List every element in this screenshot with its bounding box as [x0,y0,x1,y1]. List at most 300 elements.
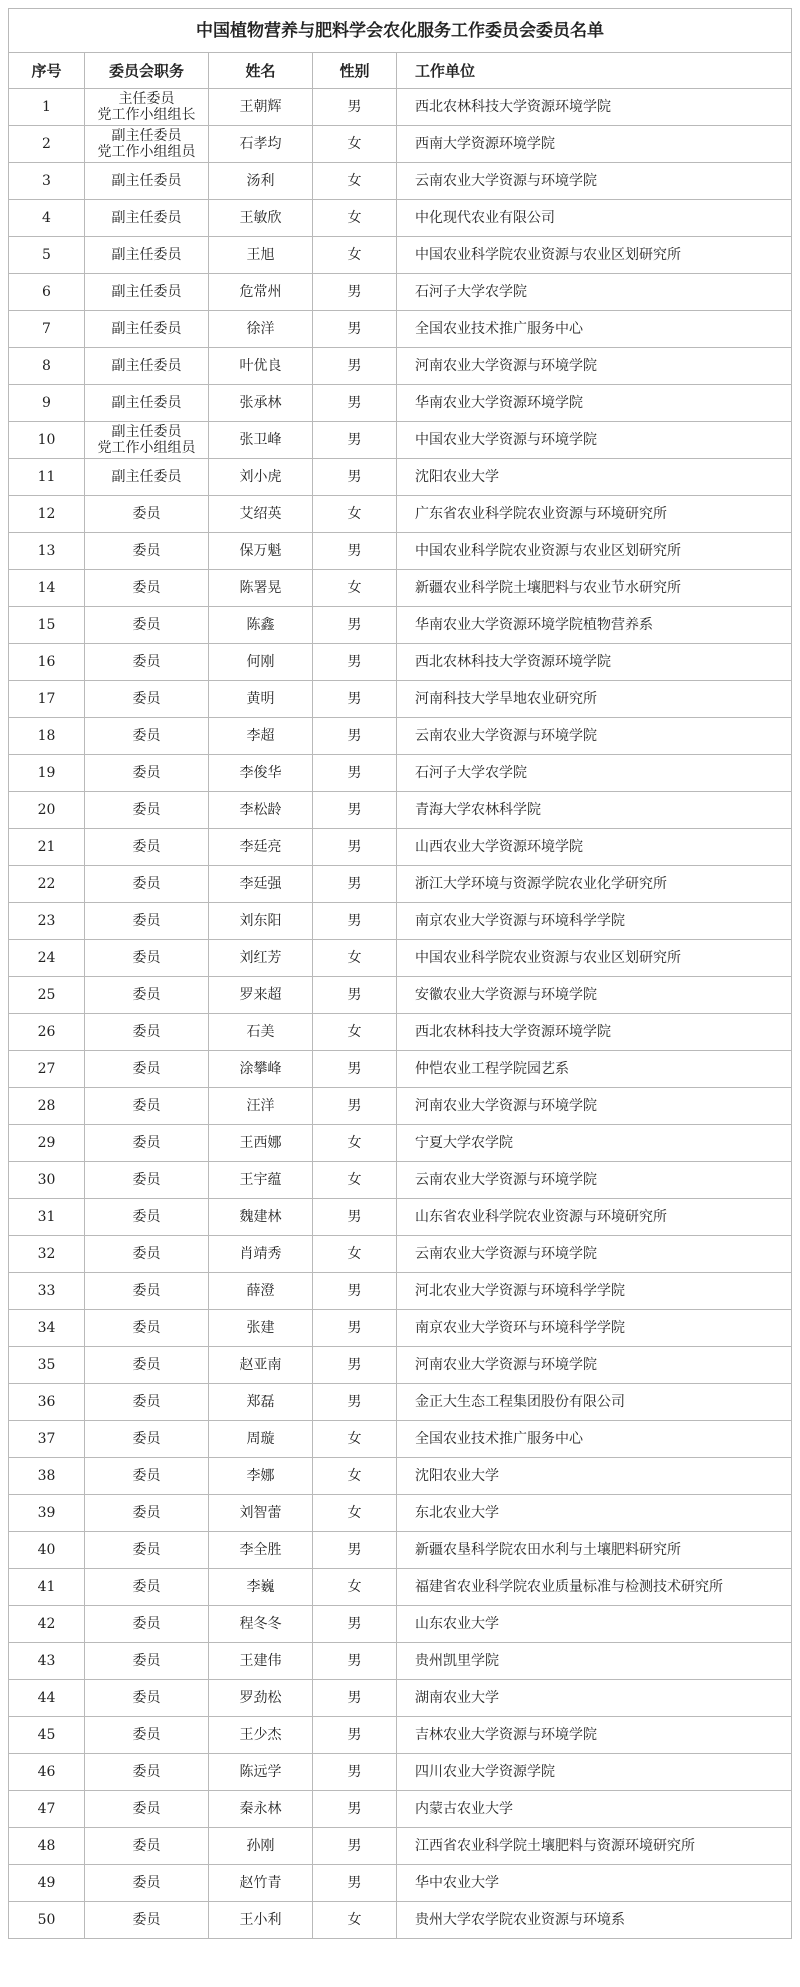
role-line: 委员 [132,1838,161,1854]
table-row [9,348,792,385]
table-row [9,829,792,866]
cell-gender: 女 [313,1125,397,1162]
cell-no: 37 [9,1421,85,1458]
cell-name: 薛澄 [209,1273,313,1310]
cell-no: 49 [9,1865,85,1902]
table-row [9,459,792,496]
cell-no: 42 [9,1606,85,1643]
header-role: 委员会职务 [85,53,209,89]
cell-unit: 华中农业大学 [397,1865,792,1902]
cell-unit: 仲恺农业工程学院园艺系 [397,1051,792,1088]
role-line: 委员 [132,1283,161,1299]
cell-role [85,126,209,163]
table-row [9,1828,792,1865]
role-line: 副主任委员 [111,128,182,144]
cell-gender: 男 [313,718,397,755]
table-row [9,1236,792,1273]
role-line: 委员 [132,1098,161,1114]
cell-no: 1 [9,89,85,126]
cell-name: 李廷强 [209,866,313,903]
cell-unit: 贵州大学农学院农业资源与环境系 [397,1902,792,1939]
cell-gender: 男 [313,866,397,903]
cell-role [85,1162,209,1199]
cell-name: 周璇 [209,1421,313,1458]
cell-gender: 男 [313,1865,397,1902]
cell-name: 刘小虎 [209,459,313,496]
table-row [9,533,792,570]
table-row [9,1606,792,1643]
cell-gender: 男 [313,829,397,866]
cell-gender: 男 [313,1310,397,1347]
cell-gender: 男 [313,977,397,1014]
table-row [9,1865,792,1902]
table-row [9,1125,792,1162]
cell-unit: 华南农业大学资源环境学院植物营养系 [397,607,792,644]
cell-unit: 云南农业大学资源与环境学院 [397,1236,792,1273]
cell-unit: 中化现代农业有限公司 [397,200,792,237]
cell-gender: 男 [313,1717,397,1754]
role-line: 副主任委员 [111,173,182,189]
cell-no: 39 [9,1495,85,1532]
cell-name: 程冬冬 [209,1606,313,1643]
cell-unit: 中国农业科学院农业资源与农业区划研究所 [397,940,792,977]
cell-name: 李巍 [209,1569,313,1606]
cell-no: 3 [9,163,85,200]
cell-role [85,1014,209,1051]
cell-role [85,1680,209,1717]
cell-no: 28 [9,1088,85,1125]
table-row [9,1051,792,1088]
cell-role [85,681,209,718]
cell-gender: 女 [313,163,397,200]
cell-no: 41 [9,1569,85,1606]
table-row [9,1014,792,1051]
cell-unit: 中国农业科学院农业资源与农业区划研究所 [397,533,792,570]
role-line: 委员 [132,1875,161,1891]
table-title: 中国植物营养与肥料学会农化服务工作委员会委员名单 [9,9,792,53]
cell-unit: 河南农业大学资源与环境学院 [397,1088,792,1125]
cell-gender: 男 [313,311,397,348]
cell-gender: 男 [313,903,397,940]
cell-role [85,1495,209,1532]
cell-gender: 男 [313,755,397,792]
cell-gender: 男 [313,1199,397,1236]
cell-role [85,1569,209,1606]
cell-unit: 安徽农业大学资源与环境学院 [397,977,792,1014]
cell-no: 45 [9,1717,85,1754]
table-row [9,1495,792,1532]
cell-unit: 吉林农业大学资源与环境学院 [397,1717,792,1754]
table-row [9,1162,792,1199]
role-line: 党工作小组组员 [97,440,196,456]
cell-gender: 男 [313,533,397,570]
role-line: 副主任委员 [111,395,182,411]
cell-role [85,496,209,533]
cell-unit: 西南大学资源环境学院 [397,126,792,163]
cell-gender: 男 [313,607,397,644]
cell-gender: 女 [313,1014,397,1051]
table-row [9,718,792,755]
cell-role [85,1902,209,1939]
cell-no: 26 [9,1014,85,1051]
cell-role [85,1754,209,1791]
cell-unit: 金正大生态工程集团股份有限公司 [397,1384,792,1421]
cell-no: 14 [9,570,85,607]
cell-gender: 女 [313,126,397,163]
role-line: 委员 [132,1801,161,1817]
cell-unit: 云南农业大学资源与环境学院 [397,1162,792,1199]
cell-role [85,829,209,866]
cell-no: 8 [9,348,85,385]
cell-gender: 男 [313,792,397,829]
cell-name: 王少杰 [209,1717,313,1754]
cell-gender: 女 [313,1569,397,1606]
cell-unit: 河南农业大学资源与环境学院 [397,1347,792,1384]
cell-role [85,385,209,422]
cell-unit: 湖南农业大学 [397,1680,792,1717]
role-line: 委员 [132,1653,161,1669]
cell-gender: 男 [313,1384,397,1421]
cell-unit: 山西农业大学资源环境学院 [397,829,792,866]
cell-role [85,1384,209,1421]
cell-unit: 山东农业大学 [397,1606,792,1643]
member-table [8,8,792,1939]
role-line: 党工作小组组员 [97,144,196,160]
cell-no: 10 [9,422,85,459]
cell-role [85,348,209,385]
table-row [9,1310,792,1347]
table-row [9,570,792,607]
cell-name: 徐洋 [209,311,313,348]
role-line: 委员 [132,1542,161,1558]
cell-no: 25 [9,977,85,1014]
table-row [9,1902,792,1939]
cell-name: 王旭 [209,237,313,274]
table-body [9,89,792,1939]
role-line: 委员 [132,1061,161,1077]
cell-no: 47 [9,1791,85,1828]
cell-name: 王小利 [209,1902,313,1939]
cell-name: 孙刚 [209,1828,313,1865]
cell-role [85,163,209,200]
header-row [9,53,792,89]
role-line: 委员 [132,1727,161,1743]
cell-unit: 南京农业大学资环与环境科学学院 [397,1310,792,1347]
table-row [9,607,792,644]
cell-no: 27 [9,1051,85,1088]
role-line: 委员 [132,802,161,818]
cell-unit: 青海大学农林科学院 [397,792,792,829]
cell-role [85,1273,209,1310]
cell-role [85,792,209,829]
cell-no: 48 [9,1828,85,1865]
cell-role [85,977,209,1014]
cell-no: 2 [9,126,85,163]
cell-name: 肖靖秀 [209,1236,313,1273]
cell-name: 黄明 [209,681,313,718]
cell-no: 15 [9,607,85,644]
cell-unit: 西北农林科技大学资源环境学院 [397,644,792,681]
table-row [9,1199,792,1236]
cell-name: 叶优良 [209,348,313,385]
role-line: 委员 [132,913,161,929]
cell-no: 21 [9,829,85,866]
table-row [9,1532,792,1569]
cell-name: 艾绍英 [209,496,313,533]
cell-no: 40 [9,1532,85,1569]
cell-no: 43 [9,1643,85,1680]
cell-gender: 男 [313,1273,397,1310]
cell-no: 50 [9,1902,85,1939]
cell-gender: 男 [313,422,397,459]
cell-name: 李廷亮 [209,829,313,866]
role-line: 委员 [132,654,161,670]
cell-gender: 女 [313,1902,397,1939]
role-line: 副主任委员 [111,358,182,374]
cell-role [85,311,209,348]
cell-name: 王宇蕴 [209,1162,313,1199]
cell-no: 9 [9,385,85,422]
cell-name: 汤利 [209,163,313,200]
cell-role [85,1532,209,1569]
role-line: 副主任委员 [111,247,182,263]
cell-name: 张卫峰 [209,422,313,459]
role-line: 委员 [132,1135,161,1151]
role-line: 委员 [132,1246,161,1262]
cell-unit: 中国农业科学院农业资源与农业区划研究所 [397,237,792,274]
cell-name: 危常州 [209,274,313,311]
cell-name: 石美 [209,1014,313,1051]
table-row [9,237,792,274]
cell-name: 罗劲松 [209,1680,313,1717]
cell-unit: 内蒙古农业大学 [397,1791,792,1828]
cell-role [85,644,209,681]
role-line: 委员 [132,1912,161,1928]
cell-no: 35 [9,1347,85,1384]
cell-no: 17 [9,681,85,718]
table-row [9,1791,792,1828]
cell-unit: 新疆农业科学院土壤肥料与农业节水研究所 [397,570,792,607]
cell-name: 刘智蕾 [209,1495,313,1532]
cell-gender: 女 [313,570,397,607]
cell-unit: 河南农业大学资源与环境学院 [397,348,792,385]
role-line: 委员 [132,1431,161,1447]
cell-role [85,866,209,903]
cell-no: 34 [9,1310,85,1347]
cell-no: 11 [9,459,85,496]
cell-no: 30 [9,1162,85,1199]
table-row [9,644,792,681]
cell-gender: 女 [313,200,397,237]
role-line: 党工作小组组长 [97,107,196,123]
cell-unit: 浙江大学环境与资源学院农业化学研究所 [397,866,792,903]
cell-name: 李超 [209,718,313,755]
cell-no: 36 [9,1384,85,1421]
cell-name: 赵竹青 [209,1865,313,1902]
role-line: 委员 [132,1320,161,1336]
table-row [9,274,792,311]
role-line: 主任委员 [118,91,175,107]
cell-name: 秦永林 [209,1791,313,1828]
header-gender: 性别 [313,53,397,89]
cell-unit: 石河子大学农学院 [397,755,792,792]
cell-gender: 男 [313,1088,397,1125]
cell-unit: 河南科技大学旱地农业研究所 [397,681,792,718]
table-row [9,200,792,237]
table-row [9,1680,792,1717]
role-line: 委员 [132,765,161,781]
cell-role [85,1643,209,1680]
role-line: 委员 [132,1024,161,1040]
cell-gender: 女 [313,1495,397,1532]
table-row [9,1643,792,1680]
cell-gender: 男 [313,274,397,311]
cell-unit: 四川农业大学资源学院 [397,1754,792,1791]
role-line: 副主任委员 [111,284,182,300]
cell-gender: 男 [313,1051,397,1088]
role-line: 副主任委员 [111,424,182,440]
cell-gender: 女 [313,1421,397,1458]
table-row [9,1088,792,1125]
cell-gender: 男 [313,459,397,496]
cell-no: 7 [9,311,85,348]
cell-name: 刘红芳 [209,940,313,977]
cell-name: 赵亚南 [209,1347,313,1384]
table-row [9,1421,792,1458]
role-line: 委员 [132,580,161,596]
role-line: 副主任委员 [111,469,182,485]
cell-no: 23 [9,903,85,940]
cell-unit: 南京农业大学资源与环境科学学院 [397,903,792,940]
role-line: 委员 [132,1579,161,1595]
cell-role [85,1865,209,1902]
cell-no: 22 [9,866,85,903]
cell-role [85,718,209,755]
cell-no: 5 [9,237,85,274]
cell-name: 刘东阳 [209,903,313,940]
cell-gender: 男 [313,1606,397,1643]
cell-name: 李俊华 [209,755,313,792]
table-row [9,1569,792,1606]
role-line: 委员 [132,691,161,707]
table-row [9,977,792,1014]
title-row [9,9,792,53]
cell-name: 李全胜 [209,1532,313,1569]
cell-no: 18 [9,718,85,755]
table-row [9,385,792,422]
role-line: 委员 [132,1764,161,1780]
cell-unit: 全国农业技术推广服务中心 [397,311,792,348]
cell-gender: 男 [313,385,397,422]
cell-role [85,1310,209,1347]
cell-no: 20 [9,792,85,829]
role-line: 委员 [132,1505,161,1521]
role-line: 委员 [132,728,161,744]
cell-gender: 男 [313,1643,397,1680]
cell-name: 陈鑫 [209,607,313,644]
cell-gender: 男 [313,1680,397,1717]
role-line: 委员 [132,1357,161,1373]
role-line: 委员 [132,839,161,855]
cell-no: 32 [9,1236,85,1273]
table-row [9,163,792,200]
member-list-sheet [8,8,792,1939]
cell-role [85,1791,209,1828]
cell-no: 29 [9,1125,85,1162]
cell-role [85,940,209,977]
cell-unit: 石河子大学农学院 [397,274,792,311]
cell-name: 王敏欣 [209,200,313,237]
cell-gender: 女 [313,1162,397,1199]
cell-unit: 贵州凯里学院 [397,1643,792,1680]
role-line: 委员 [132,1690,161,1706]
cell-role [85,1199,209,1236]
cell-unit: 中国农业大学资源与环境学院 [397,422,792,459]
cell-unit: 全国农业技术推广服务中心 [397,1421,792,1458]
header-unit: 工作单位 [397,53,792,89]
cell-role [85,422,209,459]
cell-unit: 广东省农业科学院农业资源与环境研究所 [397,496,792,533]
role-line: 委员 [132,543,161,559]
cell-role [85,755,209,792]
cell-role [85,89,209,126]
cell-no: 13 [9,533,85,570]
role-line: 委员 [132,876,161,892]
cell-name: 何刚 [209,644,313,681]
table-row [9,940,792,977]
cell-role [85,1458,209,1495]
table-row [9,1384,792,1421]
cell-unit: 河北农业大学资源与环境科学学院 [397,1273,792,1310]
role-line: 副主任委员 [111,210,182,226]
cell-role [85,1421,209,1458]
table-row [9,1347,792,1384]
cell-unit: 宁夏大学农学院 [397,1125,792,1162]
role-line: 副主任委员 [111,321,182,337]
cell-role [85,570,209,607]
cell-role [85,533,209,570]
cell-name: 陈远学 [209,1754,313,1791]
cell-name: 王朝辉 [209,89,313,126]
cell-role [85,237,209,274]
cell-role [85,607,209,644]
table-row [9,866,792,903]
cell-no: 33 [9,1273,85,1310]
table-row [9,126,792,163]
role-line: 委员 [132,1616,161,1632]
cell-no: 16 [9,644,85,681]
header-no: 序号 [9,53,85,89]
cell-no: 24 [9,940,85,977]
cell-name: 王建伟 [209,1643,313,1680]
table-row [9,496,792,533]
cell-no: 31 [9,1199,85,1236]
cell-unit: 江西省农业科学院土壤肥料与资源环境研究所 [397,1828,792,1865]
cell-gender: 男 [313,1532,397,1569]
cell-unit: 华南农业大学资源环境学院 [397,385,792,422]
cell-role [85,274,209,311]
cell-role [85,1606,209,1643]
cell-role [85,1347,209,1384]
cell-unit: 山东省农业科学院农业资源与环境研究所 [397,1199,792,1236]
table-row [9,755,792,792]
cell-gender: 男 [313,1347,397,1384]
cell-unit: 云南农业大学资源与环境学院 [397,163,792,200]
cell-gender: 男 [313,1754,397,1791]
cell-unit: 福建省农业科学院农业质量标准与检测技术研究所 [397,1569,792,1606]
cell-role [85,1236,209,1273]
cell-unit: 西北农林科技大学资源环境学院 [397,1014,792,1051]
